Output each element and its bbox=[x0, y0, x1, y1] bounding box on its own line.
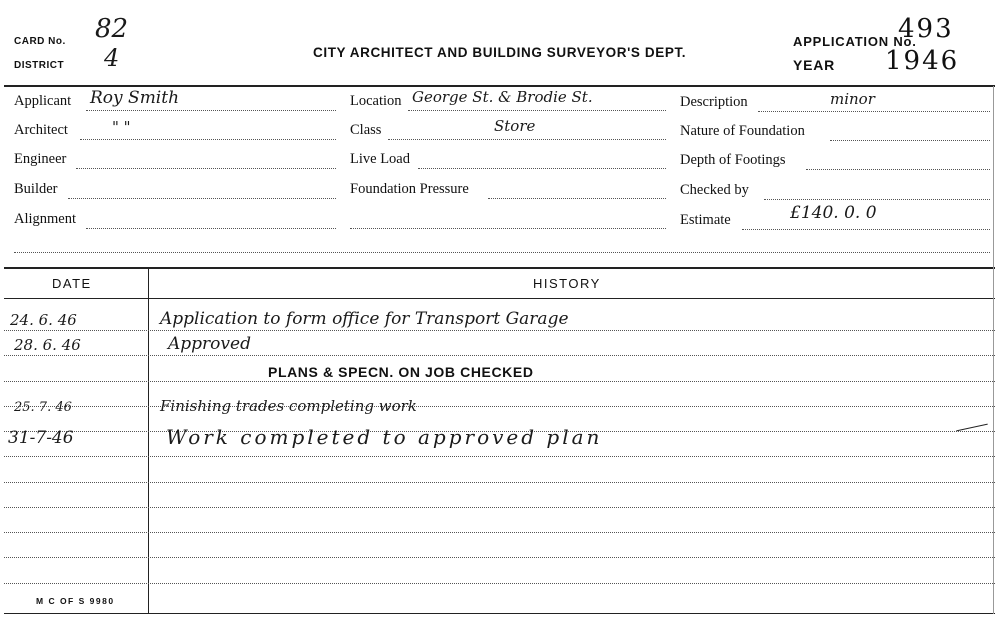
ruled-line bbox=[4, 330, 995, 331]
location-label: Location bbox=[350, 93, 402, 109]
history-row-text: Approved bbox=[168, 334, 251, 354]
estimate-line bbox=[742, 229, 990, 230]
builder-label: Builder bbox=[14, 181, 58, 197]
ruled-line bbox=[4, 456, 995, 457]
card-edge bbox=[993, 86, 994, 614]
history-row-text: Application to form office for Transport Garage bbox=[160, 309, 569, 329]
fields-bottom-dotted bbox=[14, 252, 990, 253]
ruled-line bbox=[4, 532, 995, 533]
ruled-line bbox=[4, 507, 995, 508]
table-top-rule bbox=[4, 267, 995, 269]
plans-checked-stamp: PLANS & SPECN. ON JOB CHECKED bbox=[268, 364, 534, 380]
district-label: DISTRICT bbox=[14, 60, 65, 71]
class-line bbox=[388, 139, 666, 140]
live-load-label: Live Load bbox=[350, 151, 410, 167]
application-number-label: APPLICATION No. bbox=[793, 34, 917, 49]
ruled-line bbox=[4, 355, 995, 356]
application-number-value: 493 bbox=[898, 14, 954, 44]
architect-value: " " bbox=[112, 118, 131, 136]
applicant-label: Applicant bbox=[14, 93, 72, 109]
checked-by-line bbox=[764, 199, 990, 200]
ruled-line bbox=[4, 482, 995, 483]
alignment-line bbox=[86, 228, 336, 229]
card-number-label: CARD No. bbox=[14, 36, 66, 47]
alignment-label: Alignment bbox=[14, 211, 77, 227]
description-line bbox=[758, 111, 990, 112]
history-row-date: 24. 6. 46 bbox=[10, 311, 77, 329]
history-column-header: HISTORY bbox=[533, 276, 601, 291]
ruled-line bbox=[4, 381, 995, 382]
depth-of-footings-label: Depth of Footings bbox=[680, 152, 786, 168]
history-row-date: 25. 7. 46 bbox=[14, 400, 72, 415]
builder-line bbox=[68, 198, 336, 199]
applicant-line bbox=[86, 110, 336, 111]
architect-line bbox=[80, 139, 336, 140]
history-row-text: Work completed to approved plan bbox=[166, 425, 603, 449]
foundation-pressure-line bbox=[488, 198, 666, 199]
location-line bbox=[408, 110, 666, 111]
depth-of-footings-line bbox=[806, 169, 990, 170]
year-value: 1946 bbox=[885, 46, 960, 76]
architect-label: Architect bbox=[14, 122, 68, 138]
estimate-value: £140. 0. 0 bbox=[790, 203, 877, 223]
date-column-header: DATE bbox=[52, 276, 92, 291]
checked-by-label: Checked by bbox=[680, 182, 749, 198]
history-row-date: 31-7-46 bbox=[8, 428, 74, 448]
estimate-label: Estimate bbox=[680, 212, 731, 228]
card-number-value: 82 bbox=[95, 14, 129, 44]
header-rule bbox=[4, 85, 995, 87]
location-value: George St. & Brodie St. bbox=[412, 88, 593, 106]
nature-of-foundation-label: Nature of Foundation bbox=[680, 123, 805, 139]
ruled-line bbox=[4, 406, 995, 407]
class-label: Class bbox=[350, 122, 382, 138]
ruled-line bbox=[4, 583, 995, 584]
engineer-label: Engineer bbox=[14, 151, 67, 167]
description-label: Description bbox=[680, 94, 748, 110]
ruled-line bbox=[4, 557, 995, 558]
history-row-text: Finishing trades completing work bbox=[160, 397, 417, 415]
engineer-line bbox=[76, 168, 336, 169]
nature-of-foundation-line bbox=[830, 140, 990, 141]
class-value: Store bbox=[494, 117, 536, 135]
column-divider bbox=[148, 268, 149, 614]
table-bottom-rule bbox=[4, 613, 995, 614]
applicant-value: Roy Smith bbox=[90, 88, 180, 108]
department-title: CITY ARCHITECT AND BUILDING SURVEYOR'S DEPT. bbox=[313, 45, 687, 60]
year-label: YEAR bbox=[793, 57, 836, 73]
foundation-pressure-label: Foundation Pressure bbox=[350, 181, 469, 197]
blank-line-middle bbox=[350, 228, 666, 229]
table-header-rule bbox=[4, 298, 995, 299]
form-code: M C OF S 9980 bbox=[36, 596, 115, 606]
description-value: minor bbox=[830, 90, 875, 108]
district-value: 4 bbox=[104, 44, 120, 72]
history-row-date: 28. 6. 46 bbox=[14, 336, 81, 354]
live-load-line bbox=[418, 168, 666, 169]
